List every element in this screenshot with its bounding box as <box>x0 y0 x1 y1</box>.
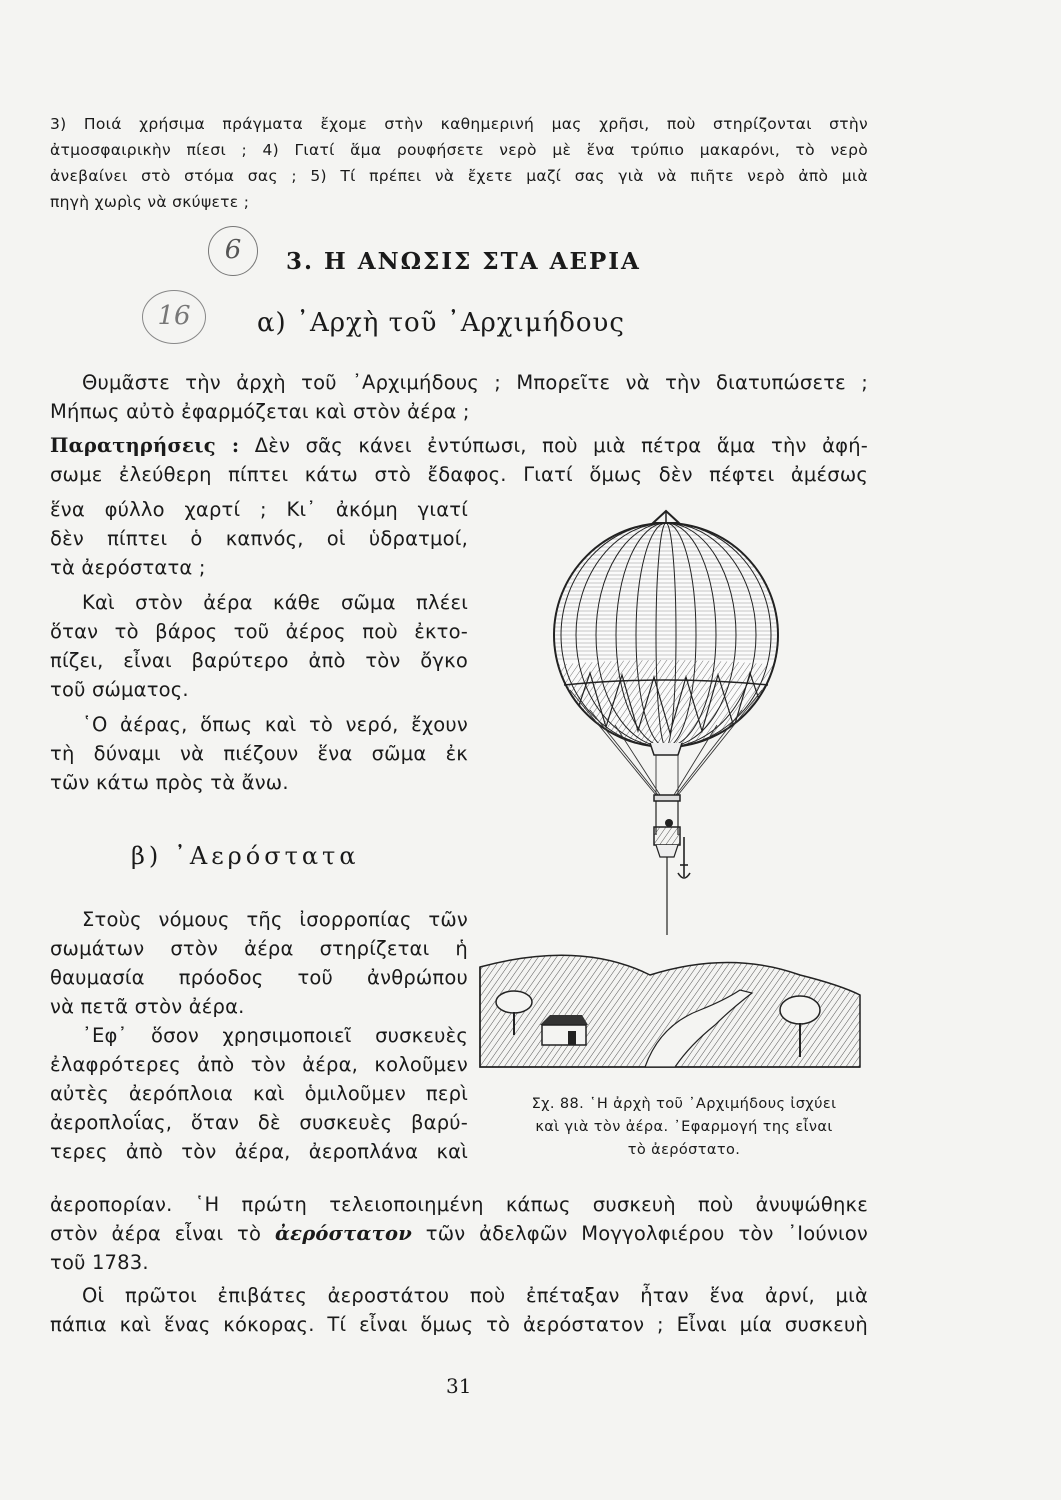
left-column-a <box>50 495 468 797</box>
text-line: πάπια καὶ ἕνας κόκορας. Τί εἶναι ὅμως τὸ ἀερόστατον ; Εἶναι μία συσκευὴ <box>50 1313 868 1336</box>
text-line: τοῦ 1783. <box>50 1251 149 1274</box>
paragraph-a1 <box>50 368 868 426</box>
text-line: σωμάτων στὸν ἀέρα στηρίζεται ἡ <box>50 937 468 960</box>
caption-line: τὸ ἀερόστατο. <box>627 1142 741 1158</box>
figure-caption <box>494 1093 874 1162</box>
intro-line: 3) Ποιά χρήσιμα πράγματα ἔχομε στὴν καθημερινή μας χρῆσι, ποὺ στηρίζονται στὴν <box>50 115 868 133</box>
text-line: Δὲν σᾶς κάνει ἐντύπωσι, ποὺ μιὰ πέτρα ἅμα τὴν ἀφή- <box>254 434 868 457</box>
balloon-figure <box>470 505 870 1080</box>
balloon-basket <box>654 795 680 857</box>
text-line: ἐλαφρότερες ἀπὸ τὸν ἀέρα, κολοῦμεν <box>50 1053 468 1076</box>
text-line: τερες ἀπὸ τὸν ἀέρα, ἀεροπλάνα καὶ <box>50 1140 468 1163</box>
text-line: τὰ ἀερόστατα ; <box>50 556 206 579</box>
text-line: νὰ πετᾶ στὸν ἀέρα. <box>50 995 245 1018</box>
text-line: θαυμασία πρόοδος τοῦ ἀνθρώπου <box>50 966 468 989</box>
caption-line: καὶ γιὰ τὸν ἀέρα. ᾿Εφαρμογή της εἶναι <box>535 1119 833 1135</box>
text-line: ῾Ο ἀέρας, ὅπως καὶ τὸ νερό, ἔχουν <box>82 713 468 736</box>
observations-label: Παρατηρήσεις : <box>50 434 240 457</box>
caption-line: Σχ. 88. ῾Η ἀρχὴ τοῦ ᾿Αρχιμήδους ἰσχύει <box>531 1096 837 1112</box>
text-span: στὸν ἀέρα εἶναι τὸ <box>50 1222 262 1245</box>
text-line: τοῦ σώματος. <box>50 678 189 701</box>
text-line: δὲν πίπτει ὁ καπνός, οἱ ὑδρατμοί, <box>50 527 468 550</box>
house-icon <box>540 1015 588 1045</box>
intro-line: πηγὴ χωρὶς νὰ σκύψετε ; <box>50 193 250 211</box>
handwritten-lesson-mark <box>208 226 258 276</box>
balloon-envelope <box>550 520 790 760</box>
balloon-valve <box>653 511 679 523</box>
text-line: πίζει, εἶναι βαρύτερο ἀπὸ τὸν ὄγκο <box>50 649 468 672</box>
left-column-b <box>50 905 468 1166</box>
emphasized-term: ἀερόστατον <box>274 1222 412 1245</box>
text-line: ὅταν τὸ βάρος τοῦ ἀέρος ποὺ ἐκτο- <box>50 620 468 643</box>
intro-questions <box>50 111 868 215</box>
observations-paragraph <box>50 431 868 489</box>
intro-line: ἀτμοσφαιρικὴν πίεσι ; 4) Γιατί ἅμα ρουφήσετε νερὸ μὲ ἕνα τρύπιο μακαρόνι, τὸ νερὸ <box>50 141 868 159</box>
text-line: ᾿Εφ᾿ ὅσον χρησιμοποιεῖ συσκευὲς <box>82 1024 468 1047</box>
text-line: αὐτὲς ἀερόπλοια καὶ ὁμιλοῦμεν περὶ <box>50 1082 468 1105</box>
paragraph-b-continued <box>50 1190 868 1339</box>
text-line: ἀεροπλοΐας, ὅταν δὲ συσκευὲς βαρύ- <box>50 1111 468 1134</box>
subsection-a-title: α) ᾿Αρχὴ τοῦ ᾿Αρχιμήδους <box>257 308 625 338</box>
intro-line: ἀνεβαίνει στὸ στόμα σας ; 5) Τί πρέπει νὰ ἔχετε μαζί σας γιὰ νὰ πιῆτε νερὸ ἀπὸ μιὰ <box>50 167 868 185</box>
text-line: Οἱ πρῶτοι ἐπιβάτες ἀεροστάτου ποὺ ἐπέταξαν ἦταν ἕνα ἀρνί, μιὰ <box>82 1284 868 1307</box>
subsection-b-title: β) ᾿Αερόστατα <box>131 842 360 870</box>
text-line: σωμε ἐλεύθερη πίπτει κάτω στὸ ἔδαφος. Γιατί ὅμως δὲν πέφτει ἀμέσως <box>50 463 868 486</box>
page-number: 31 <box>446 1374 472 1398</box>
text-line: τῶν κάτω πρὸς τὰ ἄνω. <box>50 771 289 794</box>
handwritten-lesson-number: 6 <box>224 235 242 265</box>
text-line: Μήπως αὐτὸ ἐφαρμόζεται καὶ στὸν ἀέρα ; <box>50 400 470 423</box>
handwritten-scribble-text: 16 <box>157 301 191 331</box>
landscape <box>480 955 860 1067</box>
text-line: τὴ δύναμι νὰ πιέζουν ἕνα σῶμα ἐκ <box>50 742 468 765</box>
handwritten-scribble <box>142 290 206 344</box>
text-span: τῶν ἀδελφῶν Μογγολφιέρου τὸν ᾿Ιούνιον <box>425 1222 868 1245</box>
text-line: ἀεροπορίαν. ῾Η πρώτη τελειοποιημένη κάπως συσκευὴ ποὺ ἀνυψώθηκε <box>50 1193 868 1216</box>
text-line: Στοὺς νόμους τῆς ἰσορροπίας τῶν <box>82 908 468 931</box>
text-line: ἕνα φύλλο χαρτί ; Κι᾿ ἀκόμη γιατί <box>50 498 468 521</box>
text-line: Θυμᾶστε τὴν ἀρχὴ τοῦ ᾿Αρχιμήδους ; Μπορεῖτε νὰ τὴν διατυπώσετε ; <box>82 371 868 394</box>
text-line: Καὶ στὸν ἀέρα κάθε σῶμα πλέει <box>82 591 468 614</box>
section-title: 3. Η ΑΝΩΣΙΣ ΣΤΑ ΑΕΡΙΑ <box>286 248 641 275</box>
